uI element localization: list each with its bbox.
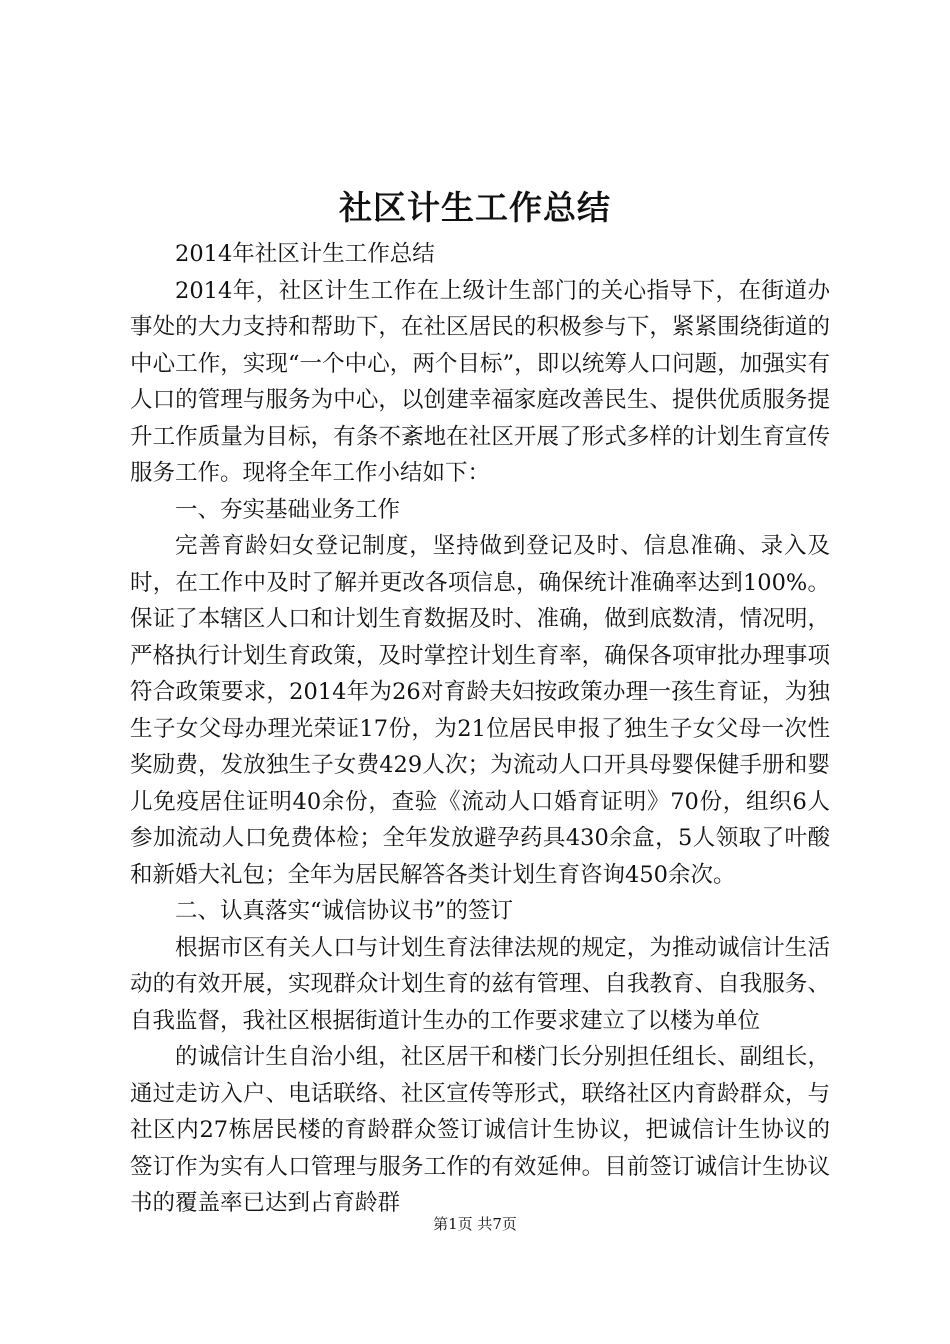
paragraph-section-2a: 根据市区有关人口与计划生育法律法规的规定，为推动诚信计生活动的有效开展，实现群众计划生育的兹有管理、自我教育、自我服务、自我监督，我社区根据街道计生办的工作要求建立了以楼为单位 (130, 934, 830, 1034)
paragraph-section-1: 完善育龄妇女登记制度，坚持做到登记及时、信息准确、录入及时，在工作中及时了解并更改各项信息，确保统计准确率达到100%。保证了本辖区人口和计划生育数据及时、准确，做到底数清，情况明，严格执行计划生育政策，及时掌控计划生育率，确保各项审批办理事项符合政策要求，2014年为26对育龄夫妇按政策办理一孩生育证，为独生子女父母办理光荣证17份，为21位居民申报了独生子女父母一次性奖励费，发放独生子女费429人次；为流动人口开具母婴保健手册和婴儿免疫居住证明40余份，查验《流动人口婚育证明》70份，组织6人参加流动人口免费体检；全年发放避孕药具430余盒，5人领取了叶酸和新婚大礼包；全年为居民解答各类计划生育咨询450余次。 (130, 533, 830, 888)
section-heading-2: 二、认真落实“诚信协议书”的签订 (175, 898, 514, 924)
section-heading-1: 一、夯实基础业务工作 (175, 496, 401, 523)
document-body (130, 236, 830, 1222)
document-title: 社区计生工作总结 (339, 188, 611, 227)
paragraph-subtitle: 2014年社区计生工作总结 (175, 241, 435, 267)
paragraph-section-2b: 的诚信计生自治小组，社区居干和楼门长分别担任组长、副组长，通过走访入户、电话联络、社区宣传等形式，联络社区内育龄群众，与社区内27栋居民楼的育龄群众签订诚信计生协议，把诚信计生协议的签订作为实有人口管理与服务工作的有效延伸。目前签订诚信计生协议书的覆盖率已达到占育龄群 (130, 1044, 830, 1216)
page-footer: 第1页 共7页 (433, 1215, 517, 1233)
paragraph-intro: 2014年，社区计生工作在上级计生部门的关心指导下，在街道办事处的大力支持和帮助下，在社区居民的积极参与下，紧紧围绕街道的中心工作，实现“一个中心，两个目标”，即以统筹人口问题，加强实有人口的管理与服务为中心，以创建幸福家庭改善民生、提供优质服务提升工作质量为目标，有条不紊地在社区开展了形式多样的计划生育宣传服务工作。现将全年工作小结如下： (130, 277, 830, 486)
